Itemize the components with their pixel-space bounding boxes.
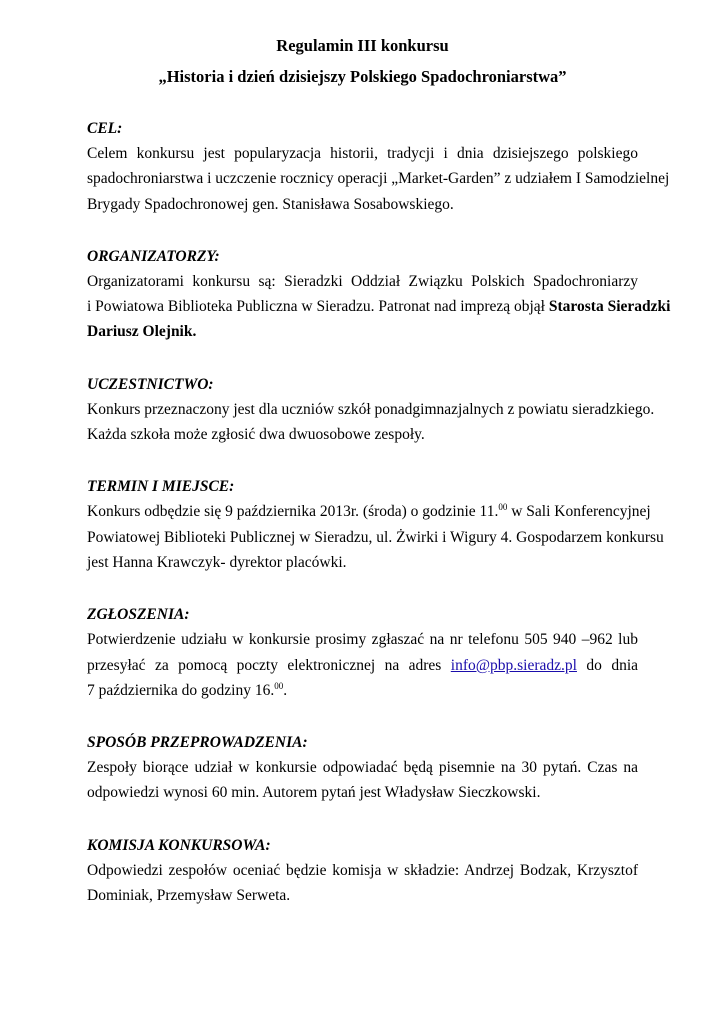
text-line: Brygady Spadochronowej gen. Stanisława Sosabowskiego. <box>87 195 454 213</box>
section-heading: KOMISJA KONKURSOWA: <box>87 836 271 854</box>
bold-text: Dariusz Olejnik. <box>87 323 197 341</box>
text-segment: przesyłać za pomocą poczty elektronicznej na adres <box>87 656 451 674</box>
section-body <box>87 858 638 909</box>
section-heading: UCZESTNICTWO: <box>87 375 214 393</box>
document-subtitle: „Historia i dzień dzisiejszy Polskiego Spadochroniarstwa” <box>158 67 567 86</box>
text-line: spadochroniarstwa i uczczenie rocznicy operacji „Market-Garden” z udziałem I Samodzielnej <box>87 170 670 188</box>
section-organizatorzy <box>87 244 671 345</box>
section-heading: TERMIN I MIEJSCE: <box>87 478 235 496</box>
section-komisja <box>87 833 638 909</box>
section-uczestnictwo <box>87 372 655 448</box>
text-line: odpowiedzi wynosi 60 min. Autorem pytań jest Władysław Sieczkowski. <box>87 784 541 802</box>
text-segment: 7 października do godziny 16. <box>87 681 275 699</box>
section-body <box>87 499 664 575</box>
text-segment: i Powiatowa Biblioteka Publiczna w Sieradzu. Patronat nad imprezą objął <box>87 298 549 316</box>
section-sposob <box>87 730 638 806</box>
text-line: Potwierdzenie udziału w konkursie prosimy zgłaszać na nr telefonu 505 940 –962 lub <box>87 631 638 649</box>
text-line: Organizatorami konkursu są: Sieradzki Oddział Związku Polskich Spadochroniarzy <box>87 272 638 290</box>
text-line <box>87 653 638 678</box>
document-title: Regulamin III konkursu <box>276 36 449 55</box>
text-segment: Konkurs odbędzie się 9 października 2013r. (środa) o godzinie 11. <box>87 503 499 521</box>
text-line <box>87 294 671 319</box>
superscript: 00 <box>274 680 284 691</box>
superscript: 00 <box>498 502 508 513</box>
section-body <box>87 755 638 806</box>
text-line: Dominiak, Przemysław Serweta. <box>87 887 291 905</box>
section-heading: ORGANIZATORZY: <box>87 247 220 265</box>
text-line: Każda szkoła może zgłosić dwa dwuosobowe zespoły. <box>87 426 425 444</box>
text-segment: . <box>283 681 288 699</box>
text-line: Celem konkursu jest popularyzacja historii, tradycji i dnia dzisiejszego polskiego <box>87 145 638 162</box>
text-line <box>87 678 638 703</box>
text-line <box>87 499 651 524</box>
section-body <box>87 141 670 217</box>
text-line: Konkurs przeznaczony jest dla uczniów szkół ponadgimnazjalnych z powiatu sieradzkiego. <box>87 400 655 418</box>
section-cel <box>87 116 670 217</box>
text-segment: w Sali Konferencyjnej <box>507 503 651 521</box>
section-heading: ZGŁOSZENIA: <box>87 606 190 624</box>
text-segment: do dnia <box>576 656 639 674</box>
text-line <box>87 319 638 344</box>
email-link[interactable]: info@pbp.sieradz.pl <box>450 656 577 674</box>
text-line: Powiatowej Biblioteki Publicznej w Sieradzu, ul. Żwirki i Wigury 4. Gospodarzem konkursu <box>87 528 664 546</box>
section-heading: CEL: <box>87 120 123 137</box>
section-body <box>87 397 655 448</box>
bold-text: Starosta Sieradzki <box>548 298 671 316</box>
section-body <box>87 627 638 703</box>
text-line: jest Hanna Krawczyk- dyrektor placówki. <box>87 553 347 571</box>
section-heading: SPOSÓB PRZEPROWADZENIA: <box>87 734 308 752</box>
text-line: Zespoły biorące udział w konkursie odpowiadać będą pisemnie na 30 pytań. Czas na <box>87 759 638 777</box>
section-zgloszenia <box>87 602 638 703</box>
section-body <box>87 269 671 345</box>
document-page <box>87 30 671 908</box>
section-termin <box>87 474 664 575</box>
text-line: Odpowiedzi zespołów oceniać będzie komisja w składzie: Andrzej Bodzak, Krzysztof <box>87 861 638 879</box>
